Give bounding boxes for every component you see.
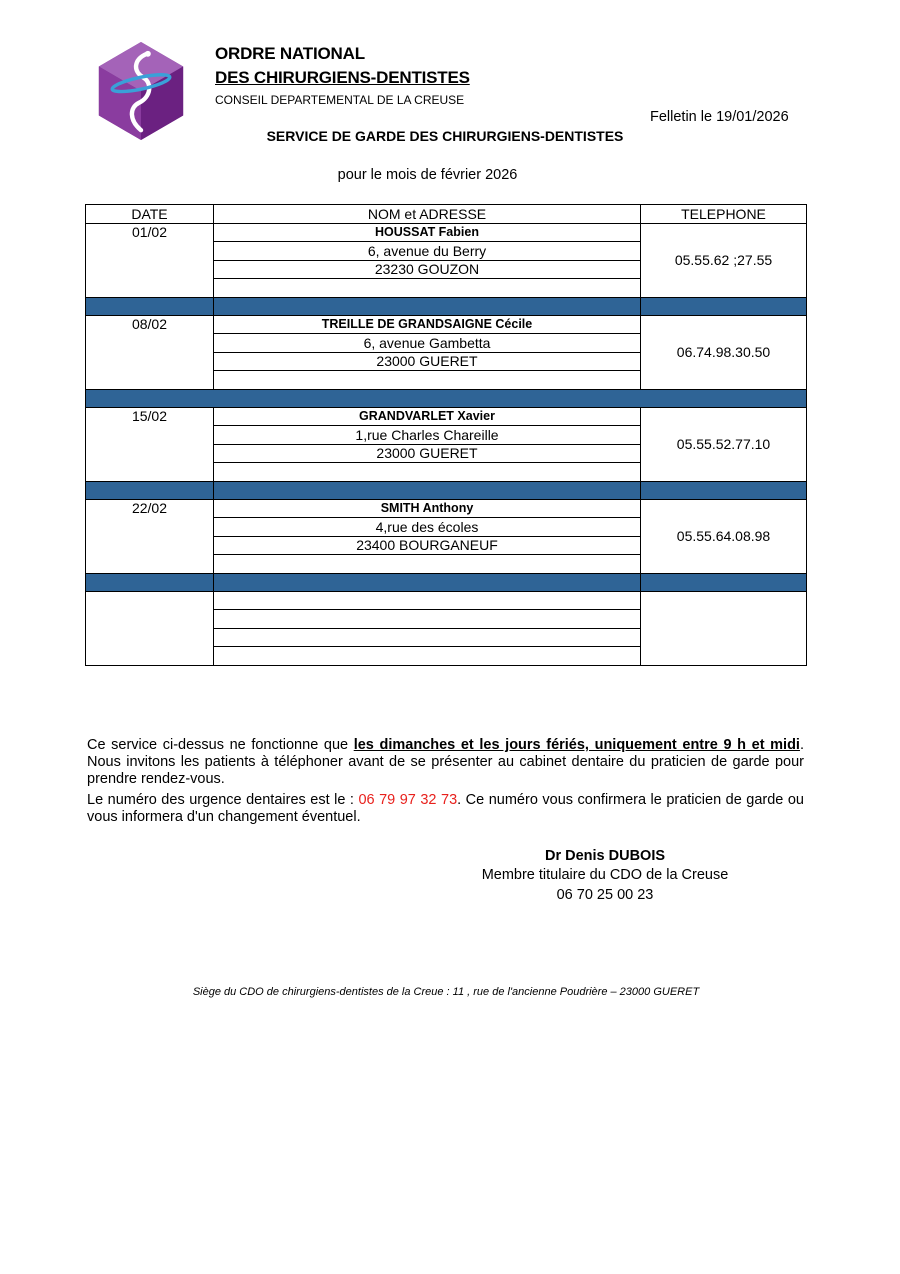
ondcd-logo-icon xyxy=(92,42,190,140)
entry-address: 6, avenue du Berry xyxy=(214,242,641,261)
org-name-line2: DES CHIRURGIENS-DENTISTES xyxy=(215,68,470,87)
separator-row xyxy=(86,297,807,315)
table-row xyxy=(86,223,807,242)
entry-date: 15/02 xyxy=(86,407,214,481)
separator-row xyxy=(86,481,807,499)
document-title: SERVICE DE GARDE DES CHIRURGIENS-DENTISTES xyxy=(266,128,624,144)
entry-date: 08/02 xyxy=(86,315,214,389)
entry-date: 22/02 xyxy=(86,499,214,573)
entry-blank xyxy=(214,279,641,298)
entry-city: 23230 GOUZON xyxy=(214,260,641,279)
org-name-line1: ORDRE NATIONAL xyxy=(215,44,365,63)
entry-name: GRANDVARLET Xavier xyxy=(214,407,641,426)
council-name: CONSEIL DEPARTEMENTAL DE LA CREUSE xyxy=(215,93,465,107)
entry-address xyxy=(214,610,641,629)
entry-blank xyxy=(214,463,641,482)
entry-blank xyxy=(214,555,641,574)
footer-address: Siège du CDO de chirurgiens-dentistes de la Creue : 11 , rue de l'ancienne Poudrière – 23000 GUERET xyxy=(192,986,700,998)
table-row xyxy=(86,407,807,426)
table-row xyxy=(86,315,807,334)
entry-city: 23000 GUERET xyxy=(214,352,641,371)
entry-blank xyxy=(214,647,641,666)
entry-address: 4,rue des écoles xyxy=(214,518,641,537)
header-name: NOM et ADRESSE xyxy=(214,205,641,224)
entry-city: 23400 BOURGANEUF xyxy=(214,536,641,555)
table-row xyxy=(86,499,807,518)
entry-name xyxy=(214,591,641,610)
document-subtitle: pour le mois de février 2026 xyxy=(337,167,518,183)
entry-phone: 06.74.98.30.50 xyxy=(641,315,807,389)
entry-blank xyxy=(214,371,641,390)
schedule-table xyxy=(85,204,807,666)
entry-phone xyxy=(641,591,807,665)
entry-name: HOUSSAT Fabien xyxy=(214,223,641,242)
entry-phone: 05.55.62 ;27.55 xyxy=(641,223,807,297)
entry-city: 23000 GUERET xyxy=(214,444,641,463)
entry-city xyxy=(214,628,641,647)
entry-address: 1,rue Charles Chareille xyxy=(214,426,641,445)
service-hours-notice: Ce service ci-dessus ne fonctionne que les dimanches et les jours fériés, uniquement entre 9 h et midi. Nous invitons les patients à téléphoner avant de se présenter au cabinet dentaire du praticien de garde pour prendre rendez-vous. xyxy=(87,737,804,787)
header-date: DATE xyxy=(86,205,214,224)
entry-phone: 05.55.64.08.98 xyxy=(641,499,807,573)
emergency-notice: Le numéro des urgence dentaires est le : 06 79 97 32 73. Ce numéro vous confirmera le praticien de garde ou vous informera d'un changement éventuel. xyxy=(87,792,805,825)
separator-row xyxy=(86,389,807,407)
header-phone: TELEPHONE xyxy=(641,205,807,224)
signatory-phone: 06 70 25 00 23 xyxy=(556,887,654,903)
entry-date: 01/02 xyxy=(86,223,214,297)
entry-date xyxy=(86,591,214,665)
entry-name: SMITH Anthony xyxy=(214,499,641,518)
entry-phone: 05.55.52.77.10 xyxy=(641,407,807,481)
table-header-row xyxy=(86,205,807,224)
signatory-name: Dr Denis DUBOIS xyxy=(544,848,666,864)
separator-row xyxy=(86,573,807,591)
entry-name: TREILLE DE GRANDSAIGNE Cécile xyxy=(214,315,641,334)
service-hours-highlight: les dimanches et les jours fériés, uniquement entre 9 h et midi xyxy=(353,737,800,753)
place-date: Felletin le 19/01/2026 xyxy=(650,109,789,125)
table-row xyxy=(86,591,807,610)
entry-address: 6, avenue Gambetta xyxy=(214,334,641,353)
signatory-role: Membre titulaire du CDO de la Creuse xyxy=(481,867,729,883)
emergency-phone: 06 79 97 32 73 xyxy=(358,792,458,808)
